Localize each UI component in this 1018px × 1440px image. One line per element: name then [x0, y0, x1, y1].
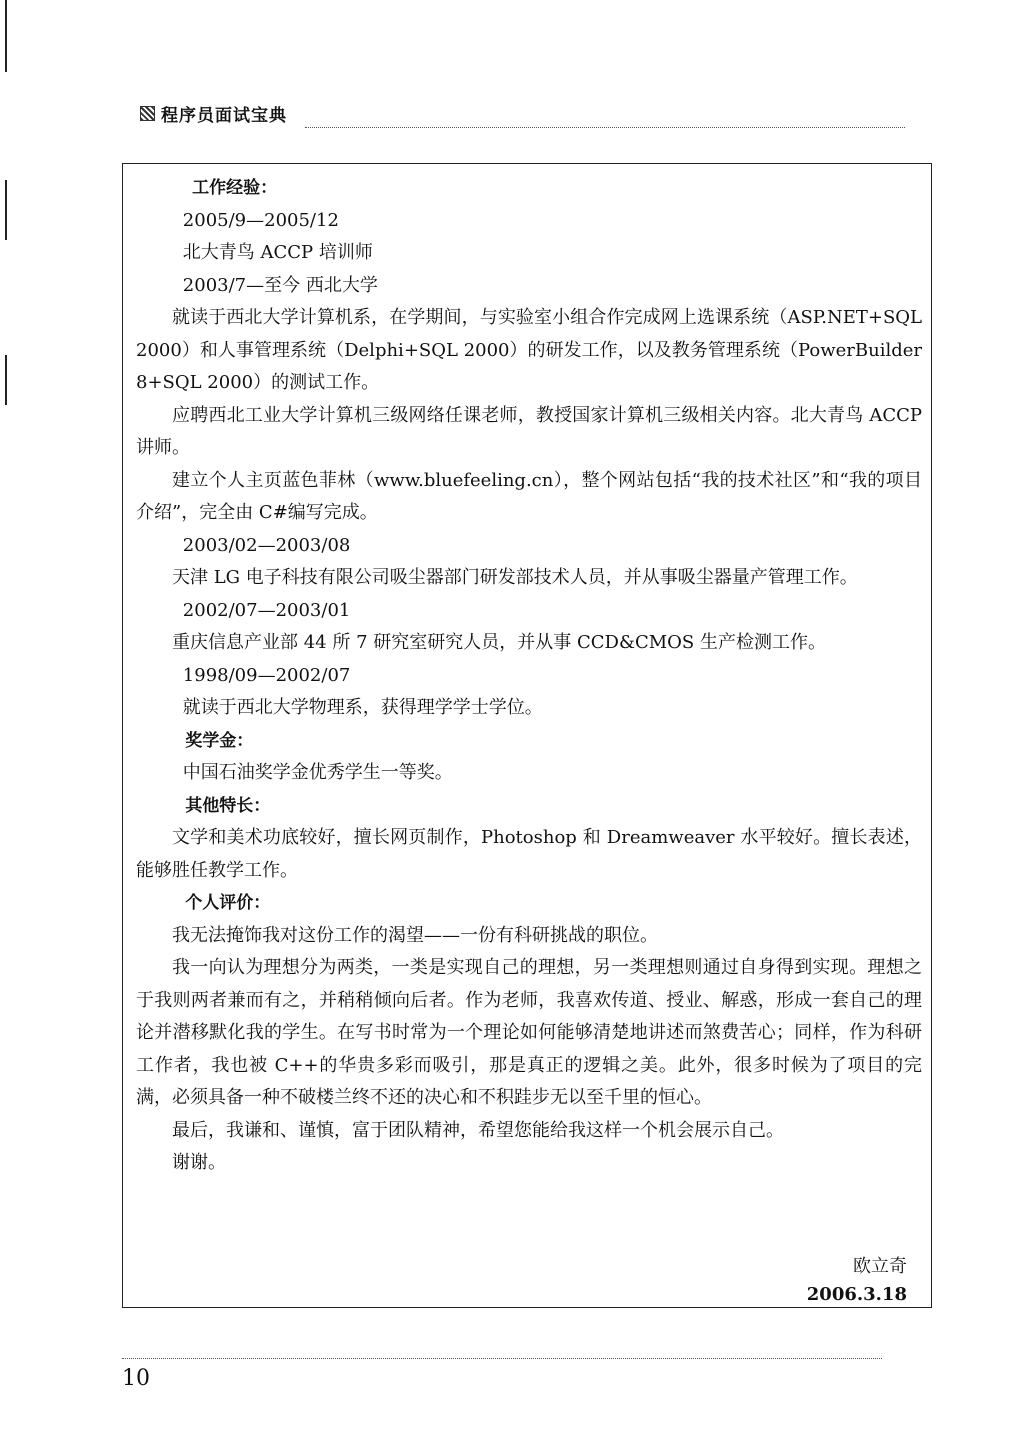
- evaluation-paragraph: 我无法掩饰我对这份工作的渴望——一份有科研挑战的职位。: [172, 924, 658, 946]
- work-entry: 2005/9—2005/12: [182, 209, 339, 231]
- work-entry: 就读于西北大学物理系，获得理学学士学位。: [182, 697, 543, 718]
- work-entry: 应聘西北工业大学计算机三级网络任课老师，教授国家计算机三级相关内容。北大青鸟 ACCP 讲师。: [136, 404, 922, 458]
- work-entry: 2003/02—2003/08: [182, 534, 351, 556]
- work-entry: 就读于西北大学计算机系，在学期间，与实验室小组合作完成网上选课系统（ASP.NET+SQL 2000）和人事管理系统（Delphi+SQL 2000）的研发工作，以及教务管理系统（PowerBuilder 8+SQL 2000）的测试工作。: [136, 307, 922, 393]
- scholarship-text: 中国石油奖学金优秀学生一等奖。: [182, 762, 453, 783]
- work-entry: 天津 LG 电子科技有限公司吸尘器部门研发部技术人员，并从事吸尘器量产管理工作。: [172, 567, 858, 588]
- scholarship-heading: 奖学金：: [185, 730, 254, 751]
- scan-edge-mark-middle: [5, 180, 7, 240]
- work-experience-heading: 工作经验：: [192, 178, 278, 198]
- evaluation-paragraph: 我一向认为理想分为两类，一类是实现自己的理想，另一类理想则通过自身得到实现。理想之于我则两者兼而有之，并稍稍倾向后者。作为老师，我喜欢传道、授业、解惑，形成一套自己的理论并潜移默化我的学生。在写书时常为一个理论如何能够清楚地讲述而煞费苦心；同样，作为科研工作者，我也被 C++的华贵多彩而吸引，那是真正的逻辑之美。此外，很多时候为了项目的完满，必须具备一种不破楼兰终不还的决心和不积跬步无以至千里的恒心。: [136, 957, 922, 1108]
- book-mark-icon: [140, 106, 155, 121]
- evaluation-heading: 个人评价：: [185, 893, 271, 913]
- evaluation-paragraph: 谢谢。: [172, 1152, 226, 1173]
- book-title: 程序员面试宝典: [161, 106, 287, 126]
- scan-edge-mark-lower: [5, 355, 7, 405]
- signature-date: 2006.3.18: [806, 1284, 907, 1305]
- skills-text: 文学和美术功底较好，擅长网页制作，Photoshop 和 Dreamweaver 水平较好。擅长表述，能够胜任教学工作。: [136, 827, 922, 881]
- running-header: [140, 101, 287, 126]
- evaluation-paragraph: 最后，我谦和、谨慎，富于团队精神，希望您能给我这样一个机会展示自己。: [172, 1119, 784, 1141]
- resume-content: [136, 172, 922, 1180]
- scan-edge-mark-top: [5, 0, 7, 72]
- footer-dotted-rule: [122, 1358, 882, 1359]
- skills-heading: 其他特长：: [185, 795, 271, 816]
- work-entry: 建立个人主页蓝色菲林（www.bluefeeling.cn），整个网站包括“我的技术社区”和“我的项目介绍”，完全由 C#编写完成。: [136, 469, 922, 523]
- work-entry: 1998/09—2002/07: [182, 664, 351, 686]
- work-entry: 北大青鸟 ACCP 培训师: [182, 242, 373, 263]
- page-number: 10: [122, 1366, 150, 1391]
- work-entry: 2002/07—2003/01: [182, 599, 351, 621]
- signature-name: 欧立奇: [853, 1256, 907, 1277]
- header-dotted-rule: [305, 127, 905, 128]
- resume-box: [122, 163, 932, 1308]
- work-entry: 2003/7—至今 西北大学: [182, 274, 378, 296]
- work-entry: 重庆信息产业部 44 所 7 研究室研究人员，并从事 CCD&CMOS 生产检测工作。: [172, 632, 826, 653]
